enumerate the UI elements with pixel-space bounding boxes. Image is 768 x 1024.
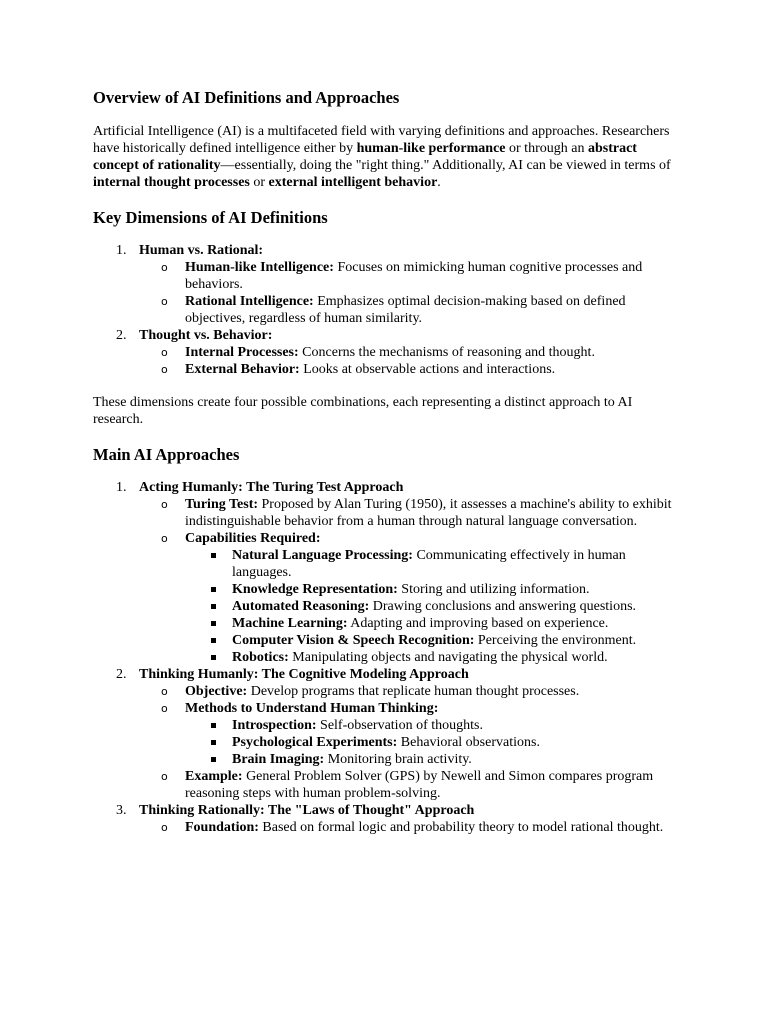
sub-item-text: Emphasizes optimal decision-making based on defined objectives, regardless of human similarity. xyxy=(185,294,626,326)
circle-bullet-icon: o xyxy=(161,702,168,715)
sub-sub-list-item xyxy=(185,751,675,768)
sub-sub-list-item xyxy=(185,615,675,632)
sub-sub-item-label: Knowledge Representation: xyxy=(232,582,398,597)
section-heading: Key Dimensions of AI Definitions xyxy=(93,208,328,227)
sub-item-label: Example: xyxy=(185,769,243,784)
sub-sub-item-label: Machine Learning: xyxy=(232,616,348,631)
sub-sub-list-item xyxy=(185,632,675,649)
sub-item-text: General Problem Solver (GPS) by Newell and Simon compares program reasoning steps with human problem-solving. xyxy=(185,769,654,801)
sub-sub-item-label: Computer Vision & Speech Recognition: xyxy=(232,633,475,648)
sub-sub-list-item xyxy=(185,734,675,751)
sub-list-item xyxy=(139,700,675,768)
intro-bold: internal thought processes xyxy=(93,175,250,190)
sub-item-label: Internal Processes: xyxy=(185,345,299,360)
circle-bullet-icon: o xyxy=(161,295,168,308)
sub-sub-item-label: Introspection: xyxy=(232,718,317,733)
sub-item-label: Human-like Intelligence: xyxy=(185,260,334,275)
circle-bullet-icon: o xyxy=(161,363,168,376)
sub-item-label: Objective: xyxy=(185,684,248,699)
sub-sub-item-label: Robotics: xyxy=(232,650,289,665)
sub-sub-item-text: Adapting and improving based on experience. xyxy=(347,616,609,631)
circle-bullet-icon: o xyxy=(161,261,168,274)
square-bullet-icon xyxy=(211,740,216,745)
intro-text: Artificial Intelligence (AI) is a multifaceted field with varying definitions and approaches. Researchers have historically defined intelligence either by xyxy=(93,124,670,156)
intro-bold: human-like performance xyxy=(356,141,506,156)
key-dimensions-list xyxy=(93,242,675,378)
square-bullet-icon xyxy=(211,604,216,609)
intro-bold: external intelligent behavior xyxy=(268,175,438,190)
square-bullet-icon xyxy=(211,621,216,626)
sub-list-item xyxy=(139,361,675,378)
sub-sub-item-text: Perceiving the environment. xyxy=(474,633,637,648)
intro-paragraph xyxy=(93,123,675,191)
list-item-label: Thought vs. Behavior: xyxy=(139,328,273,343)
sub-list-item xyxy=(139,683,675,700)
sub-list-item xyxy=(139,344,675,361)
intro-text: or xyxy=(249,175,269,190)
sub-item-label: Rational Intelligence: xyxy=(185,294,314,309)
sub-list-item xyxy=(139,819,675,836)
list-item xyxy=(93,666,675,802)
sub-sub-list-item xyxy=(185,598,675,615)
sub-sub-list-item xyxy=(185,717,675,734)
list-item xyxy=(93,802,675,836)
list-item-label: Thinking Rationally: The "Laws of Thought" Approach xyxy=(139,803,475,818)
sub-item-text: Proposed by Alan Turing (1950), it assesses a machine's ability to exhibit indistinguishable behavior from a human through natural language conversation. xyxy=(185,497,672,529)
list-number: 2. xyxy=(116,328,127,343)
list-number: 3. xyxy=(116,803,127,818)
sub-item-text: Looks at observable actions and interactions. xyxy=(299,362,556,377)
sub-sub-list-item xyxy=(185,581,675,598)
sub-sub-item-text: Self-observation of thoughts. xyxy=(316,718,483,733)
intro-text: —essentially, doing the "right thing." Additionally, AI can be viewed in terms of xyxy=(220,158,671,173)
list-item xyxy=(93,242,675,327)
sub-sub-item-text: Drawing conclusions and answering questions. xyxy=(369,599,637,614)
sub-sub-item-text: Monitoring brain activity. xyxy=(324,752,472,767)
sub-list-item xyxy=(139,293,675,327)
circle-bullet-icon: o xyxy=(161,821,168,834)
sub-list-item xyxy=(139,530,675,666)
list-item-label: Human vs. Rational: xyxy=(139,243,264,258)
square-bullet-icon xyxy=(211,638,216,643)
sub-item-label: External Behavior: xyxy=(185,362,300,377)
square-bullet-icon xyxy=(211,587,216,592)
sub-item-label: Capabilities Required: xyxy=(185,531,321,546)
square-bullet-icon xyxy=(211,553,216,558)
circle-bullet-icon: o xyxy=(161,685,168,698)
sub-item-label: Methods to Understand Human Thinking: xyxy=(185,701,439,716)
sub-sub-item-label: Brain Imaging: xyxy=(232,752,325,767)
circle-bullet-icon: o xyxy=(161,498,168,511)
sub-item-text: Concerns the mechanisms of reasoning and thought. xyxy=(298,345,595,360)
intro-text: . xyxy=(437,175,441,190)
circle-bullet-icon: o xyxy=(161,346,168,359)
sub-sub-item-text: Behavioral observations. xyxy=(397,735,540,750)
list-item-label: Thinking Humanly: The Cognitive Modeling Approach xyxy=(139,667,469,682)
sub-list-item xyxy=(139,768,675,802)
square-bullet-icon xyxy=(211,757,216,762)
main-approaches-list xyxy=(93,479,675,836)
sub-sub-list-item xyxy=(185,649,675,666)
sub-sub-item-text: Communicating effectively in human languages. xyxy=(232,548,626,580)
sub-list-item xyxy=(139,496,675,530)
sub-sub-item-text: Manipulating objects and navigating the physical world. xyxy=(288,650,608,665)
sub-sub-item-label: Natural Language Processing: xyxy=(232,548,413,563)
intro-bold: abstract concept of rationality xyxy=(93,141,637,173)
circle-bullet-icon: o xyxy=(161,770,168,783)
circle-bullet-icon: o xyxy=(161,532,168,545)
sub-item-label: Turing Test: xyxy=(185,497,259,512)
list-number: 2. xyxy=(116,667,127,682)
sub-item-text: Based on formal logic and probability theory to model rational thought. xyxy=(258,820,664,835)
list-item-label: Acting Humanly: The Turing Test Approach xyxy=(139,480,404,495)
intro-text: or through an xyxy=(505,141,588,156)
list-number: 1. xyxy=(116,243,127,258)
square-bullet-icon xyxy=(211,655,216,660)
dimensions-closing-paragraph: These dimensions create four possible combinations, each representing a distinct approach to AI research. xyxy=(93,395,633,427)
list-item xyxy=(93,327,675,378)
sub-item-label: Foundation: xyxy=(185,820,259,835)
square-bullet-icon xyxy=(211,723,216,728)
sub-list-item xyxy=(139,259,675,293)
sub-sub-item-text: Storing and utilizing information. xyxy=(397,582,590,597)
list-item xyxy=(93,479,675,666)
sub-sub-item-label: Psychological Experiments: xyxy=(232,735,398,750)
sub-item-text: Develop programs that replicate human thought processes. xyxy=(247,684,580,699)
sub-item-text: Focuses on mimicking human cognitive processes and behaviors. xyxy=(185,260,643,292)
page-title: Overview of AI Definitions and Approaches xyxy=(93,88,400,107)
section-heading: Main AI Approaches xyxy=(93,445,240,464)
sub-sub-item-label: Automated Reasoning: xyxy=(232,599,370,614)
sub-sub-list-item xyxy=(185,547,675,581)
list-number: 1. xyxy=(116,480,127,495)
